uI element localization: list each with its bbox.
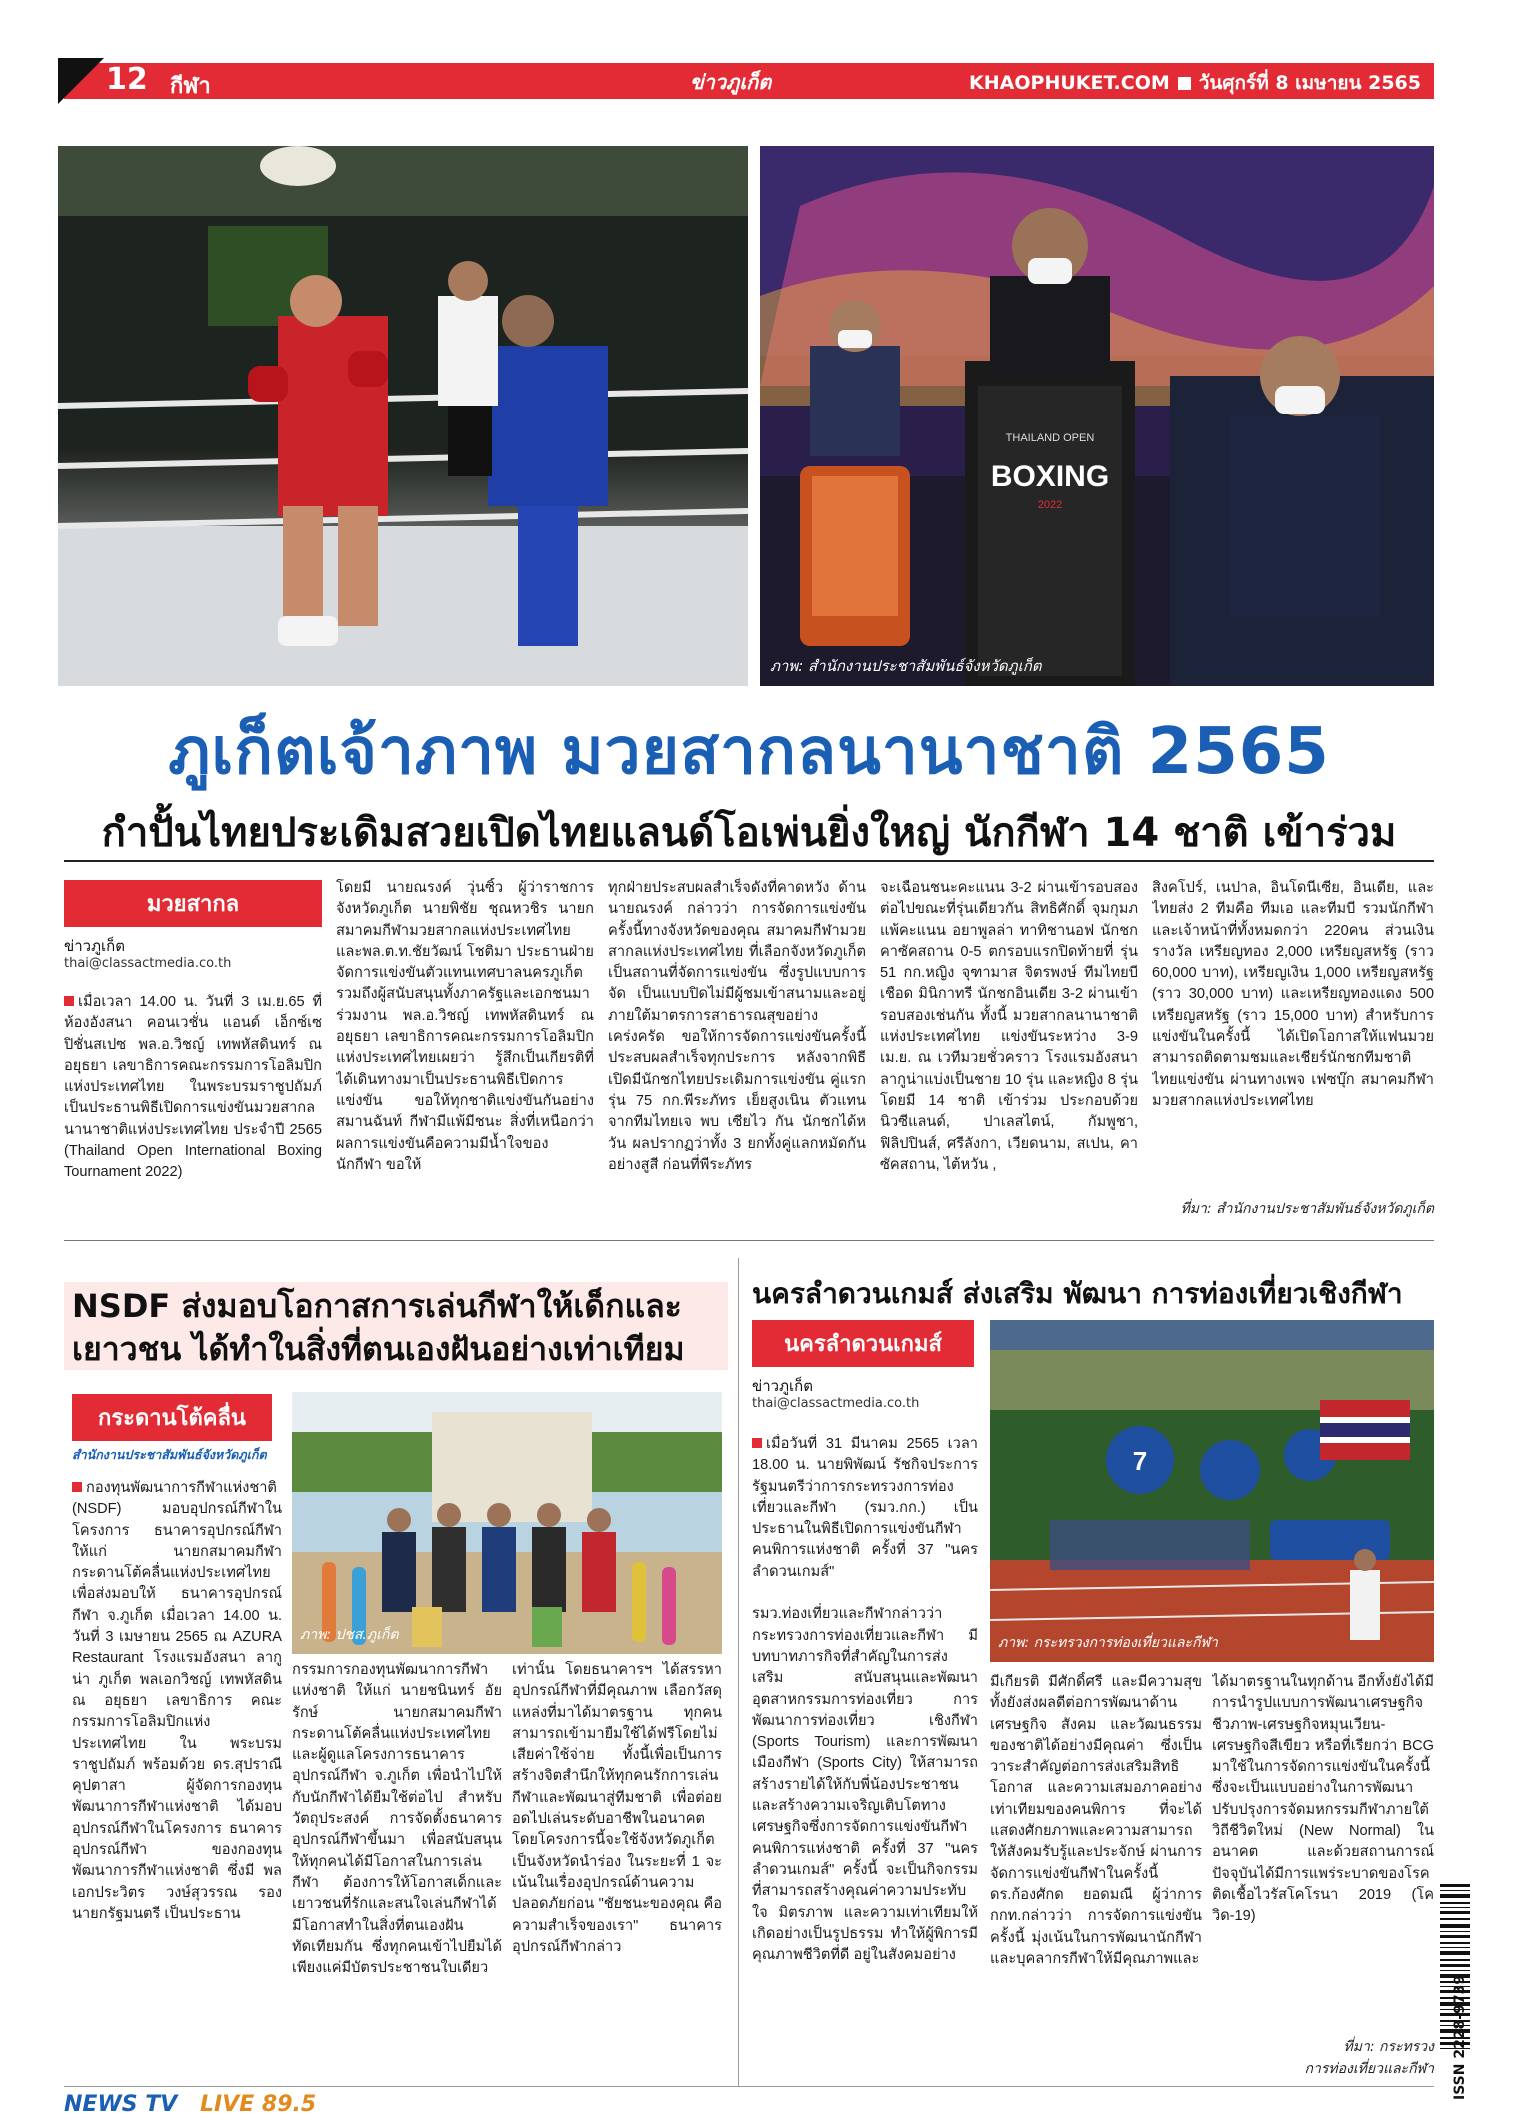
news-tv-logo: NEWS TV — [64, 2092, 178, 2117]
story2-col-1: กองทุนพัฒนาการกีฬาแห่งชาติ (NSDF) มอบอุปกรณ์กีฬาในโครงการ ธนาคารอุปกรณ์กีฬา ให้แก่ นายกสมาคมกีฬากระดานโต้คลื่นแห่งประเทศไทย เพื่อส่งมอบให้ ธนาคารอุปกรณ์กีฬา จ.ภูเก็ต เมื่อเวลา 14.00 น. วันที่ 3 เมษายน 2565 ณ AZURA Restaurant โรงแรมอังสนา ลากูน่า ภูเก็ต พลเอกวิชญ์ เทพหัสดิน ณ อยุธยา เลขาธิการ คณะกรรมการโอลิมปิกแห่งประเทศไทย ใน พระบรมราชูปถัมภ์ พร้อมด้วย ดร.สุปราณี คุปตาสา ผู้จัดการกองทุนพัฒนาการกีฬาแห่งชาติ ได้มอบอุปกรณ์กีฬาในโครงการ ธนาคารอุปกรณ์กีฬา ของกองทุนพัฒนาการกีฬาแห่งชาติ ซึ่งมี พลเอกประวิตร วงษ์สุวรรณ รองนายกรัฐมนตรี เป็นประธาน — [72, 1480, 282, 1922]
story3-email: thai@classactmedia.co.th — [752, 1396, 920, 1411]
story1-col-4: จะเฉือนชนะคะแนน 3-2 ผ่านเข้ารอบสองต่อไปขณะที่รุ่นเดียวกัน สิทธิศักดิ์ จุมกุมภ แพ้คะแนน อยาพูลล่า ทาทิชานอฟ นักชกคาซัคสถาน 0-5 ตกรอบแรกปิดท้ายที่ รุ่น 51 กก.หญิง จุฑามาส จิตรพงษ์ ทีมไทยบีเชือด มินิกาทรี นักชกอินเดีย 3-2 ผ่านเข้ารอบสองเช่นกัน ทั้งนี้ มวยสากลนานาชาติแห่งประเทศไทย แข่งขันระหว่าง 3-9 เม.ย. ณ เวทีมวยชั่วคราว โรงแรมอังสนาลากูน่าแบ่งเป็นชาย 10 รุ่น และหญิง 8 รุ่น โดยมี 14 ชาติ เข้าร่วม ประกอบด้วย นิวซีแลนด์, ปาเลสไตน์, กัมพูชา, ฟิลิปปินส์, ศรีลังกา, เวียดนาม, สเปน, คาซัคสถาน, ไต้หวัน , — [880, 880, 1138, 1173]
svg-text:THAILAND OPEN: THAILAND OPEN — [1005, 432, 1095, 444]
story2-source: สำนักงานประชาสัมพันธ์จังหวัดภูเก็ต — [72, 1447, 267, 1462]
story3-col-1: เมื่อวันที่ 31 มีนาคม 2565 เวลา 18.00 น. นายพิพัฒน์ รัชกิจประการ รัฐมนตรีว่าการกระทรวงการท่องเที่ยวและกีฬา (รมว.กก.) เป็นประธานในพิธีเปิดการแข่งขันกีฬาคนพิการแห่งชาติ ครั้งที่ 37 "นครลำดวนเกมส์" รมว.ท่องเที่ยวและกีฬากล่าวว่า กระทรวงการท่องเที่ยวและกีฬา มีบทบาทภารกิจที่สำคัญในการส่งเสริม สนับสนุนและพัฒนาอุตสาหกรรมการท่องเที่ยว การพัฒนาการท่องเที่ยว เชิงกีฬา (Sports Tourism) และการพัฒนาเมืองกีฬา (Sports City) ให้สามารถสร้างรายได้ให้กับพี่น้องประชาชน และสร้างความเจริญเติบโตทางเศรษฐกิจซึ่งการจัดการแข่งขันกีฬาคนพิการแห่งชาติ ครั้งที่ 37 "นครลำดวนเกมส์" ครั้งนี้ จะเป็นกิจกรรมที่สามารถสร้างคุณค่าความประทับใจ มิตรภาพ และความเท่าเทียมให้เกิดอย่างเป็นรูปธรรม ทำให้ผู้พิการมีคุณภาพชีวิตที่ดี อยู่ในสังคมอย่าง — [752, 1436, 978, 1964]
story1-col-5: สิงคโปร์, เนปาล, อินโดนีเซีย, อินเดีย, และไทยส่ง 2 ทีมคือ ทีมเอ และทีมบี รวมนักกีฬา และเจ้าหน้าที่ทั้งหมดกว่า 220คน ส่วนเงินรางวัล เหรียญทอง 2,000 เหรียญสหรัฐ (ราว 60,000 บาท), เหรียญเงิน 1,000 เหรียญสหรัฐ (ราว 30,000 บาท) และเหรียญทองแดง 500 เหรียญสหรัฐ (ราว 15,000 บาท) สำหรับการแข่งขันในครั้งนี้ ได้เปิดโอกาสให้แฟนมวยสามารถติดตามชมและเชียร์นักชกทีมชาติไทยแข่งขัน ผ่านทางเพจ เฟซบุ๊ก สมาคมกีฬามวยสากลแห่งประเทศไทย — [1152, 880, 1434, 1109]
page-number: 12 — [106, 62, 148, 97]
story1-byline: ข่าวภูเก็ต — [64, 937, 125, 955]
story3-title: นครลำดวนเกมส์ ส่งเสริม พัฒนา การท่องเที่ยวเชิงกีฬา — [752, 1277, 1403, 1310]
story3-byline: ข่าวภูเก็ต — [752, 1377, 813, 1395]
games-parade-photo — [990, 1320, 1434, 1662]
svg-text:BOXING: BOXING — [990, 460, 1110, 493]
separator-square — [1178, 77, 1191, 90]
divider — [64, 2086, 1434, 2087]
divider — [64, 860, 1434, 862]
story1-col-2: โดยมี นายณรงค์ วุ่นซิ้ว ผู้ว่าราชการจังหวัดภูเก็ต นายพิชัย ชุณหวชิร นายกสมาคมกีฬามวยสากลแห่งประเทศไทย และพล.ต.ท.ชัยวัฒน์ โชติมา ประธานฝ่ายจัดการแข่งขันตัวแทนเทศบาลนครภูเก็ต รวมถึงผู้สนับสนุนทั้งภาครัฐและเอกชนมาร่วมงาน พล.อ.วิชญ์ เทพหัสดินทร์ ณ อยุธยา เลขาธิการคณะกรรมการโอลิมปิกแห่งประเทศไทยเผยว่า รู้สึกเป็นเกียรติที่ได้เดินทางมาเป็นประธานพิธีเปิดการแข่งขัน ขอให้ทุกชาติแข่งขันกันอย่างสมานฉันท์ กีฬามีแพ้มีชนะ สิ่งที่เหนือกว่าผลการแข่งขันคือความมีน้ำใจของนักกีฬา ขอให้ — [336, 880, 594, 1173]
photo-caption: ภาพ: สำนักงานประชาสัมพันธ์จังหวัดภูเก็ต — [770, 657, 1042, 675]
divider — [64, 1240, 1434, 1241]
corner-mark — [58, 58, 104, 104]
story1-col-1: เมื่อเวลา 14.00 น. วันที่ 3 เม.ย.65 ที่ห้องอังสนา คอนเวชั่น แอนด์ เอ็กซ์เซปิชั่นสเปซ พล.อ.วิชญ์ เทพหัสดินทร์ ณ อยุธยา เลขาธิการคณะกรรมการโอลิมปิกแห่งประเทศไทย ในพระบรมราชูปถัมภ์ เป็นประธานพิธีเปิดการแข่งขันมวยสากลนานาชาติแห่งประเทศไทย ประจำปี 2565 (Thailand Open International Boxing Tournament 2022) — [64, 994, 322, 1181]
story3-col-3: ได้มาตรฐานในทุกด้าน อีกทั้งยังได้มีการนำรูปแบบการพัฒนาเศรษฐกิจชีวภาพ-เศรษฐกิจหมุนเวียน-เศรษฐกิจสีเขียว หรือที่เรียกว่า BCG มาใช้ในการจัดการแข่งขันในครั้งนี้ ซึ่งจะเป็นแบบอย่างในการพัฒนา ปรับปรุงการจัดมหกรรมกีฬาภายใต้วิถีชีวิตใหม่ (New Normal) ในอนาคต และด้วยสถานการณ์ปัจจุบันได้มีการแพร่ระบาดของโรคติดเชื้อไวรัสโคโรนา 2019 (โควิด-19) — [1212, 1674, 1434, 1925]
story1-col-3: ทุกฝ่ายประสบผลสำเร็จดังที่คาดหวัง ด้านนายณรงค์ กล่าวว่า การจัดการแข่งขันครั้งนี้ทางจังหวัดของคุณ สมาคมกีฬามวยสากลแห่งประเทศไทย ที่เลือกจังหวัดภูเก็ตเป็นสถานที่จัดการแข่งขัน ซึ่งรูปแบบการจัด เป็นแบบปิดไม่มีผู้ชมเข้าสนามและอยู่ภายใต้มาตรการสาธารณสุขอย่างเคร่งครัด ขอให้การจัดการแข่งขันครั้งนี้ประสบผลสำเร็จทุกประการ หลังจากพิธีเปิดมีนักชกไทยประเดิมการแข่งขัน คู่แรกรุ่น 75 กก.พีระภัทร เย็ยสูงเนิน ตัวแทนจากทีมไทยเจ พบ เซียไว กัน นักชกได้หวัน ผลปรากฏว่าทั้ง 3 ยกทั้งคู่แลกหมัดกันอย่างสูสี ก่อนที่พีระภัทร — [608, 880, 866, 1173]
issue-date: วันศุกร์ที่ 8 เมษายน 2565 — [1198, 72, 1421, 94]
opening-ceremony-photo — [760, 146, 1434, 686]
subheadline: กำปั้นไทยประเดิมสวยเปิดไทยแลนด์โอเพ่นยิ่งใหญ่ นักกีฬา 14 ชาติ เข้าร่วม — [101, 810, 1397, 856]
story2-col-2: กรรมการกองทุนพัฒนาการกีฬาแห่งชาติ ให้แก่ นายชนินทร์ อัยรักษ์ นายกสมาคมกีฬากระดานโต้คลื่นแห่งประเทศไทย และผู้ดูแลโครงการธนาคารอุปกรณ์กีฬา จ.ภูเก็ต เพื่อนำไปให้กับนักกีฬาได้ยืมใช้ต่อไป สำหรับวัตถุประสงค์ การจัดตั้งธนาคารอุปกรณ์กีฬาขึ้นมา เพื่อสนับสนุนให้ทุกคนได้มีโอกาสในการเล่นกีฬา ต้องการให้โอกาสเด็กและเยาวชนที่รักและสนใจเล่นกีฬาได้มีโอกาสทำในสิ่งที่ตนเองฝันทัดเทียมกัน ซึ่งทุกคนเข้าไปยืมได้เพียงแค่มีบัตรประชาชนใบเดียว — [292, 1662, 502, 1977]
section-name: กีฬา — [170, 74, 211, 99]
surfboard-handover-photo — [292, 1392, 722, 1654]
paper-logo: ข่าวภูเก็ต — [690, 70, 772, 94]
story3-col-2: มีเกียรติ มีศักดิ์ศรี และมีความสุข ทั้งยังส่งผลดีต่อการพัฒนาด้านเศรษฐกิจ สังคม และวัฒนธรรมของชาติได้อย่างมีคุณค่า ซึ่งเป็นวาระสำคัญต่อการส่งเสริมสิทธิ โอกาส และความเสมอภาคอย่างเท่าเทียมของคนพิการ ที่จะได้แสดงศักยภาพและความสามารถให้สังคมรับรู้และประจักษ์ ผ่านการจัดการแข่งขันกีฬาในครั้งนี้ ดร.ก้องศักด ยอดมณี ผู้ว่าการ กกท.กล่าวว่า การจัดการแข่งขันครั้งนี้ มุ่งเน้นในการพัฒนานักกีฬาและบุคลากรกีฬาให้มีคุณภาพและ — [990, 1674, 1202, 1967]
photo-caption: ภาพ: ปชส.ภูเก็ต — [300, 1627, 399, 1643]
boxing-ring-photo — [58, 146, 748, 686]
live-radio-logo: LIVE 89.5 — [200, 2092, 317, 2117]
issn-number: ISSN 2228-9739 — [1452, 1974, 1468, 2100]
story1-kicker: มวยสากล — [64, 880, 322, 927]
svg-text:2022: 2022 — [1037, 499, 1063, 511]
bullet-icon — [752, 1438, 762, 1448]
story2-title: NSDF ส่งมอบโอกาสการเล่นกีฬาให้เด็กและเยาวชน ได้ทำในสิ่งที่ตนเองฝันอย่างเท่าเทียม — [72, 1287, 685, 1368]
story3-credit: ที่มา: กระทรวง การท่องเที่ยวและกีฬา — [1304, 2039, 1434, 2077]
column-divider — [738, 1258, 739, 2086]
bullet-icon — [72, 1482, 82, 1492]
website: KHAOPHUKET.COM — [969, 72, 1170, 94]
photo-caption: ภาพ: กระทรวงการท่องเที่ยวและกีฬา — [998, 1635, 1218, 1651]
bullet-icon — [64, 996, 74, 1006]
main-headline: ภูเก็ตเจ้าภาพ มวยสากลนานาชาติ 2565 — [168, 715, 1330, 789]
svg-text:7: 7 — [1132, 1446, 1148, 1476]
site-and-date — [969, 68, 1421, 98]
story2-col-3: เท่านั้น โดยธนาคารฯ ได้สรรหาอุปกรณ์กีฬาที่มีคุณภาพ เลือกวัสดุ แหล่งที่มาได้มาตรฐาน ทุกคนสามารถเข้ามายืมใช้ได้ฟรีโดยไม่เสียค่าใช้จ่าย ทั้งนี้เพื่อเป็นการสร้างจิตสำนึกให้ทุกคนรักการเล่นกีฬาและพัฒนาสู่ทีมชาติ เพื่อต่อยอดไปเล่นระดับอาชีพในอนาคต โดยโครงการนี้จะใช้จังหวัดภูเก็ตเป็นจังหวัดนำร่อง ในระยะที่ 1 จะเน้นในเรื่องอุปกรณ์ด้านความปลอดภัยก่อน "ชัยชนะของคุณ คือความสำเร็จของเรา" ธนาคารอุปกรณ์กีฬากล่าว — [512, 1662, 722, 1955]
story3-kicker: นครลำดวนเกมส์ — [752, 1320, 974, 1367]
story2-kicker: กระดานโต้คลื่น — [72, 1394, 272, 1441]
story1-credit: ที่มา: สำนักงานประชาสัมพันธ์จังหวัดภูเก็ต — [1180, 1201, 1434, 1217]
story1-email: thai@classactmedia.co.th — [64, 956, 232, 971]
